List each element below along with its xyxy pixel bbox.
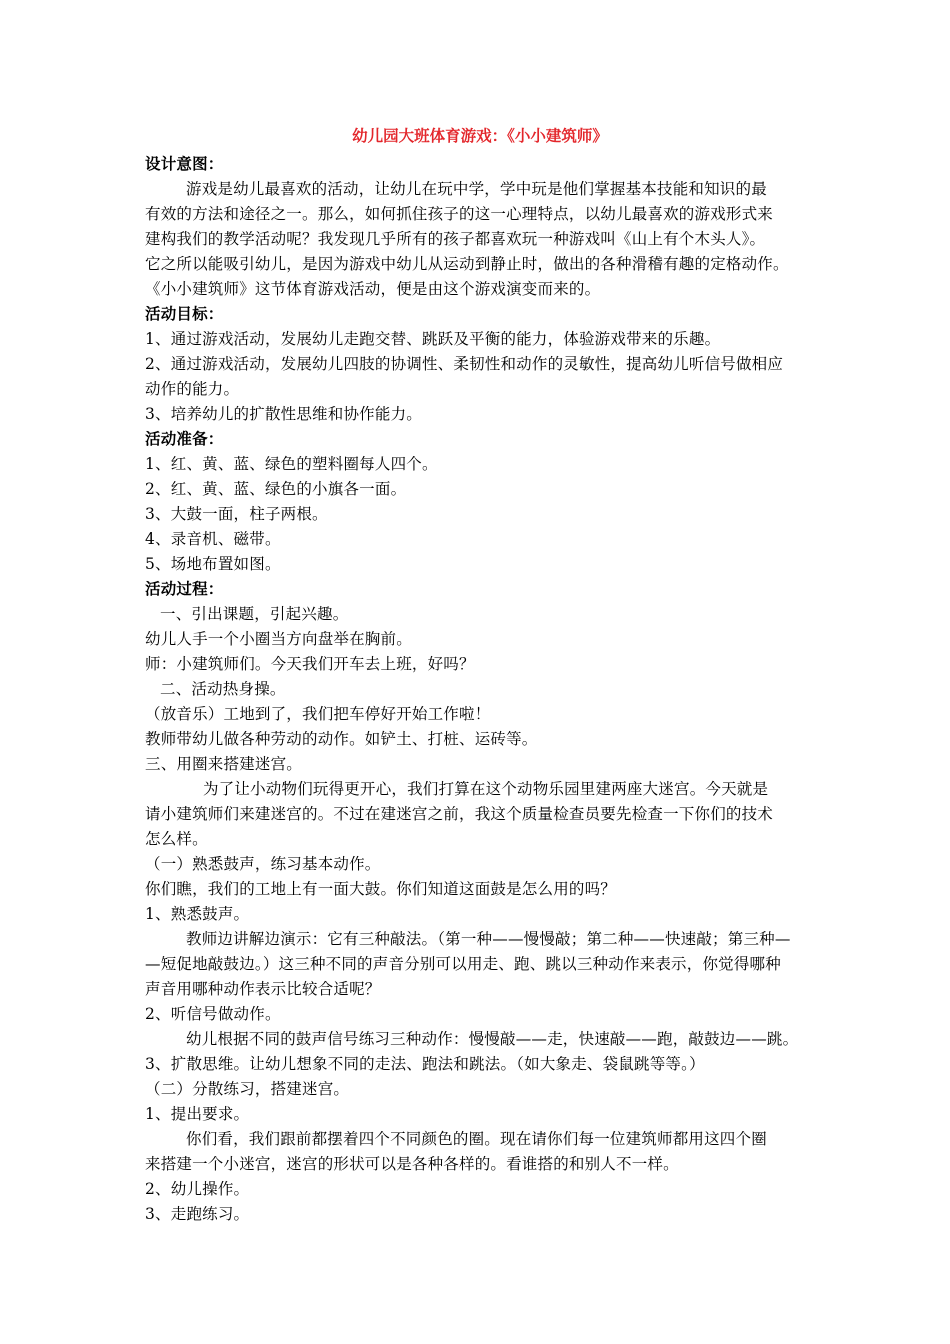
section-heading: 设计意图： [145,155,224,173]
paragraph-line: 3、培养幼儿的扩散性思维和协作能力。 [145,405,422,423]
paragraph-line: 2、通过游戏活动，发展幼儿四肢的协调性、柔韧性和动作的灵敏性，提高幼儿听信号做相应 [145,355,784,373]
document-page [145,120,815,1227]
paragraph-line: 师：小建筑师们。今天我们开车去上班，好吗？ [145,655,475,673]
paragraph-line: —短促地敲鼓边。）这三种不同的声音分别可以用走、跑、跳以三种动作来表示，你觉得哪种 [145,955,781,973]
paragraph-line: 2、幼儿操作。 [145,1180,250,1198]
paragraph-line: 有效的方法和途径之一。那么，如何抓住孩子的这一心理特点，以幼儿最喜欢的游戏形式来 [145,205,774,223]
paragraph-line: 1、提出要求。 [145,1105,250,1123]
paragraph-line: （一）熟悉鼓声，练习基本动作。 [145,855,381,873]
paragraph-line: 1、通过游戏活动，发展幼儿走跑交替、跳跃及平衡的能力，体验游戏带来的乐趣。 [145,330,721,348]
section-heading: 活动过程： [145,580,224,598]
paragraph-line: 它之所以能吸引幼儿，是因为游戏中幼儿从运动到静止时，做出的各种滑稽有趣的定格动作。 [145,255,789,273]
paragraph-line: 为了让小动物们玩得更开心，我们打算在这个动物乐园里建两座大迷宫。今天就是 [203,780,769,798]
paragraph-line: 一、引出课题，引起兴趣。 [160,605,349,623]
paragraph-line: 1、熟悉鼓声。 [145,905,250,923]
document-title: 幼儿园大班体育游戏：《小小建筑师》 [352,127,608,145]
paragraph-line: 游戏是幼儿最喜欢的活动，让幼儿在玩中学，学中玩是他们掌握基本技能和知识的最 [186,180,767,198]
paragraph-line: 你们看，我们跟前都摆着四个不同颜色的圈。现在请你们每一位建筑师都用这四个圈 [186,1130,767,1148]
paragraph-line: 来搭建一个小迷宫，迷宫的形状可以是各种各样的。看谁搭的和别人不一样。 [145,1155,679,1173]
paragraph-line: 建构我们的教学活动呢？我发现几乎所有的孩子都喜欢玩一种游戏叫《山上有个木头人》。 [145,230,766,248]
paragraph-line: 2、红、黄、蓝、绿色的小旗各一面。 [145,480,407,498]
paragraph-line: 二、活动热身操。 [160,680,286,698]
paragraph-line: 3、扩散思维。让幼儿想象不同的走法、跑法和跳法。（如大象走、袋鼠跳等等。） [145,1055,705,1073]
paragraph-line: 声音用哪种动作表示比较合适呢？ [145,980,381,998]
paragraph-line: （二）分散练习，搭建迷宫。 [145,1080,350,1098]
paragraph-line: 3、大鼓一面，柱子两根。 [145,505,328,523]
paragraph-line: 教师边讲解边演示：它有三种敲法。（第一种——慢慢敲；第二种——快速敲；第三种— [186,930,791,948]
paragraph-line: 怎么样。 [145,830,208,848]
paragraph-line: 动作的能力。 [145,380,240,398]
paragraph-line: 5、场地布置如图。 [145,555,281,573]
paragraph-line: 幼儿人手一个小圈当方向盘举在胸前。 [145,630,412,648]
paragraph-line: 三、用圈来搭建迷宫。 [145,755,303,773]
section-heading: 活动准备： [145,430,224,448]
paragraph-line: 2、听信号做动作。 [145,1005,281,1023]
paragraph-line: 请小建筑师们来建迷宫的。不过在建迷宫之前，我这个质量检查员要先检查一下你们的技术 [145,805,774,823]
document-body [145,152,815,1227]
paragraph-line: 幼儿根据不同的鼓声信号练习三种动作：慢慢敲——走，快速敲——跑，敲鼓边——跳。 [186,1030,799,1048]
paragraph-line: 1、红、黄、蓝、绿色的塑料圈每人四个。 [145,455,438,473]
paragraph-line: 3、走跑练习。 [145,1205,250,1223]
paragraph-line: 你们瞧，我们的工地上有一面大鼓。你们知道这面鼓是怎么用的吗？ [145,880,617,898]
paragraph-line: 教师带幼儿做各种劳动的动作。如铲土、打桩、运砖等。 [145,730,538,748]
paragraph-line: 4、录音机、磁带。 [145,530,281,548]
section-heading: 活动目标： [145,305,224,323]
paragraph-line: 《小小建筑师》这节体育游戏活动，便是由这个游戏演变而来的。 [145,280,601,298]
paragraph-line: （放音乐）工地到了，我们把车停好开始工作啦！ [145,705,491,723]
